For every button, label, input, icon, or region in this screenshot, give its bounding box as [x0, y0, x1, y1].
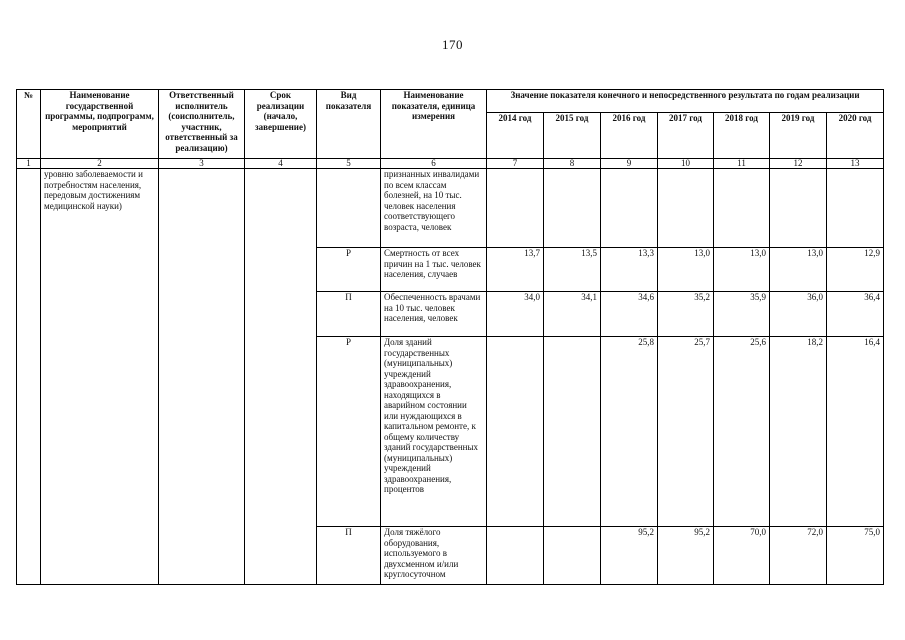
executor-cell: [159, 169, 245, 585]
indicator-name-cell: признанных инвалидами по всем классам болезней, на 10 тыс. человек населения соответствующего возраста, человек: [381, 169, 487, 248]
header-values-group: Значение показателя конечного и непосредственного результата по годам реализации: [487, 90, 884, 113]
header-year: 2018 год: [714, 113, 770, 159]
value-cell: [658, 169, 714, 248]
page-number: 170: [442, 37, 463, 52]
header-year: 2019 год: [770, 113, 827, 159]
value-cell: 25,6: [714, 337, 770, 527]
indicator-name-cell: Смертность от всех причин на 1 тыс. человек населения, случаев: [381, 248, 487, 292]
value-cell: [770, 169, 827, 248]
value-cell: 25,7: [658, 337, 714, 527]
header-term: Срок реализации (начало, завершение): [245, 90, 317, 159]
value-cell: 13,3: [601, 248, 658, 292]
value-cell: 35,2: [658, 292, 714, 337]
value-cell: [487, 337, 544, 527]
header-year: 2015 год: [544, 113, 601, 159]
indicator-name-cell: Обеспеченность врачами на 10 тыс. человек населения, человек: [381, 292, 487, 337]
column-index: 12: [770, 159, 827, 169]
term-cell: [245, 169, 317, 585]
column-index: 9: [601, 159, 658, 169]
indicator-type-cell: Р: [317, 248, 381, 292]
column-index: 7: [487, 159, 544, 169]
header-indicator-type: Вид показателя: [317, 90, 381, 159]
value-cell: 16,4: [827, 337, 884, 527]
column-index: 4: [245, 159, 317, 169]
indicator-name-cell: Доля тяжёлого оборудования, используемого в двухсменном и/или круглосуточном: [381, 527, 487, 585]
header-num: №: [17, 90, 41, 159]
header-row-1: [17, 90, 884, 113]
value-cell: [827, 169, 884, 248]
value-cell: 36,0: [770, 292, 827, 337]
value-cell: [714, 169, 770, 248]
value-cell: 13,5: [544, 248, 601, 292]
value-cell: 13,0: [658, 248, 714, 292]
indicator-type-cell: Р: [317, 337, 381, 527]
column-index: 6: [381, 159, 487, 169]
header-year: 2014 год: [487, 113, 544, 159]
value-cell: 95,2: [658, 527, 714, 585]
header-year: 2020 год: [827, 113, 884, 159]
value-cell: 34,6: [601, 292, 658, 337]
indicator-type-cell: П: [317, 527, 381, 585]
value-cell: 72,0: [770, 527, 827, 585]
header-program: Наименование государственной программы, подпрограмм, мероприятий: [41, 90, 159, 159]
value-cell: 70,0: [714, 527, 770, 585]
value-cell: [544, 527, 601, 585]
value-cell: 12,9: [827, 248, 884, 292]
value-cell: 36,4: [827, 292, 884, 337]
value-cell: [487, 169, 544, 248]
row-num-cell: [17, 169, 41, 585]
value-cell: 13,0: [770, 248, 827, 292]
column-index-row: [17, 159, 884, 169]
table-row: [17, 169, 884, 248]
header-year: 2016 год: [601, 113, 658, 159]
header-indicator-name: Наименование показателя, единица измерения: [381, 90, 487, 159]
column-index: 13: [827, 159, 884, 169]
program-cell: уровню заболеваемости и потребностям населения, передовым достижениям медицинской науки): [41, 169, 159, 585]
header-executor: Ответственный исполнитель (соисполнитель, участник, ответственный за реализацию): [159, 90, 245, 159]
value-cell: 25,8: [601, 337, 658, 527]
column-index: 2: [41, 159, 159, 169]
value-cell: [544, 169, 601, 248]
value-cell: 75,0: [827, 527, 884, 585]
value-cell: 18,2: [770, 337, 827, 527]
indicators-table: [16, 89, 884, 585]
value-cell: [544, 337, 601, 527]
value-cell: 34,0: [487, 292, 544, 337]
column-index: 11: [714, 159, 770, 169]
column-index: 5: [317, 159, 381, 169]
indicator-type-cell: [317, 169, 381, 248]
value-cell: 34,1: [544, 292, 601, 337]
value-cell: 13,0: [714, 248, 770, 292]
header-year: 2017 год: [658, 113, 714, 159]
column-index: 10: [658, 159, 714, 169]
column-index: 8: [544, 159, 601, 169]
indicator-name-cell: Доля зданий государственных (муниципальных) учреждений здравоохранения, находящихся в аварийном состоянии или нуждающихся в капитальном ремонте, к общему количеству зданий государственных (муниципальных) учреждений здравоохранения, процентов: [381, 337, 487, 527]
column-index: 1: [17, 159, 41, 169]
value-cell: [487, 527, 544, 585]
value-cell: [601, 169, 658, 248]
indicator-type-cell: П: [317, 292, 381, 337]
value-cell: 35,9: [714, 292, 770, 337]
value-cell: 95,2: [601, 527, 658, 585]
value-cell: 13,7: [487, 248, 544, 292]
column-index: 3: [159, 159, 245, 169]
